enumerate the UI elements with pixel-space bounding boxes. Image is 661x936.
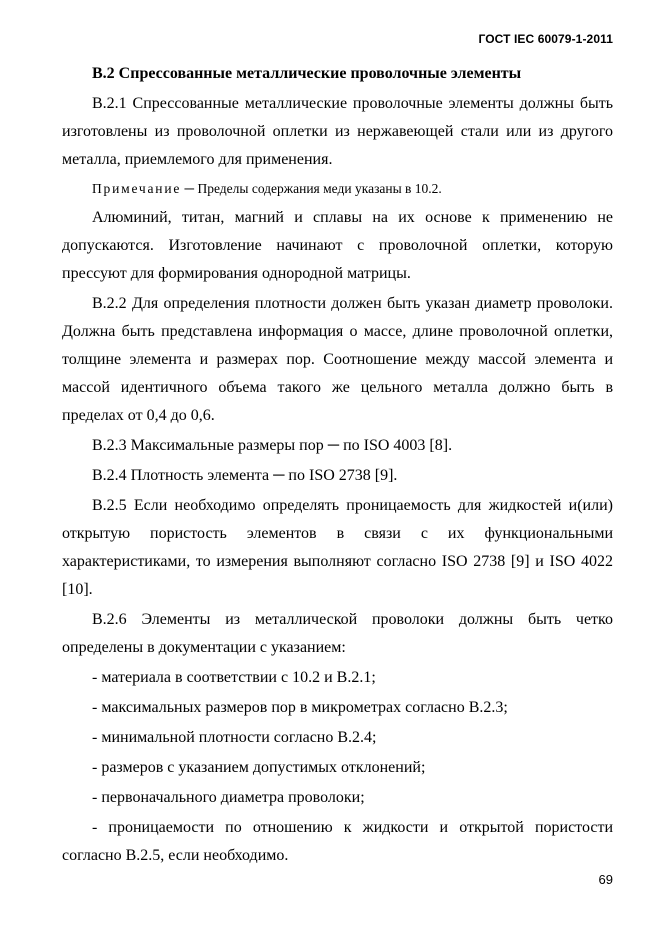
page-number: 69 bbox=[598, 872, 613, 887]
paragraph-b26: В.2.6 Элементы из металлической проволоки должны быть четко определены в документации с указанием: bbox=[62, 611, 613, 656]
paragraph-b22: В.2.2 Для определения плотности должен быть указан диаметр проволоки. Должна быть представлена информация о массе, длине проволочной оплетки, толщине элемента и размерах пор. Соотношение между массой элемента и массой идентичного объема такого же цельного металла должно быть в пределах от 0,4 до 0,6. bbox=[62, 295, 613, 424]
section-heading: В.2 Спрессованные металлические проволочные элементы bbox=[92, 65, 522, 82]
note-label: Примечание bbox=[92, 181, 182, 196]
paragraph-b24: В.2.4 Плотность элемента ─ по ISO 2738 [9]. bbox=[92, 467, 398, 484]
document-code-header: ГОСТ IEC 60079-1-2011 bbox=[478, 32, 613, 46]
list-item: - размеров с указанием допустимых отклонений; bbox=[92, 759, 426, 776]
paragraph-aluminium: Алюминий, титан, магний и сплавы на их основе к применению не допускаются. Изготовление начинают с проволочной оплетки, которую прессуют для формирования однородной матрицы. bbox=[62, 209, 613, 282]
paragraph-b21: В.2.1 Спрессованные металлические проволочные элементы должны быть изготовлены из проволочной оплетки из нержавеющей стали или из другого металла, приемлемого для применения. bbox=[62, 95, 613, 168]
note bbox=[62, 175, 613, 203]
list-item: - проницаемости по отношению к жидкости и открытой пористости согласно В.2.5, если необходимо. bbox=[62, 819, 613, 864]
list-item: - максимальных размеров пор в микрометрах согласно В.2.3; bbox=[92, 699, 508, 716]
note-text: ─ Пределы содержания меди указаны в 10.2. bbox=[181, 181, 442, 196]
paragraph-b23: В.2.3 Максимальные размеры пор ─ по ISO 4003 [8]. bbox=[92, 437, 453, 454]
list-item: - минимальной плотности согласно В.2.4; bbox=[92, 729, 377, 746]
paragraph-b25: В.2.5 Если необходимо определять проницаемость для жидкостей и(или) открытую пористость элементов в связи с их функциональными характеристиками, то измерения выполняют согласно ISO 2738 [9] и ISO 4022 [10]. bbox=[62, 497, 613, 598]
list-item: - материала в соответствии с 10.2 и В.2.1; bbox=[92, 669, 376, 686]
page-content bbox=[62, 60, 613, 870]
list-item: - первоначального диаметра проволоки; bbox=[92, 789, 365, 806]
